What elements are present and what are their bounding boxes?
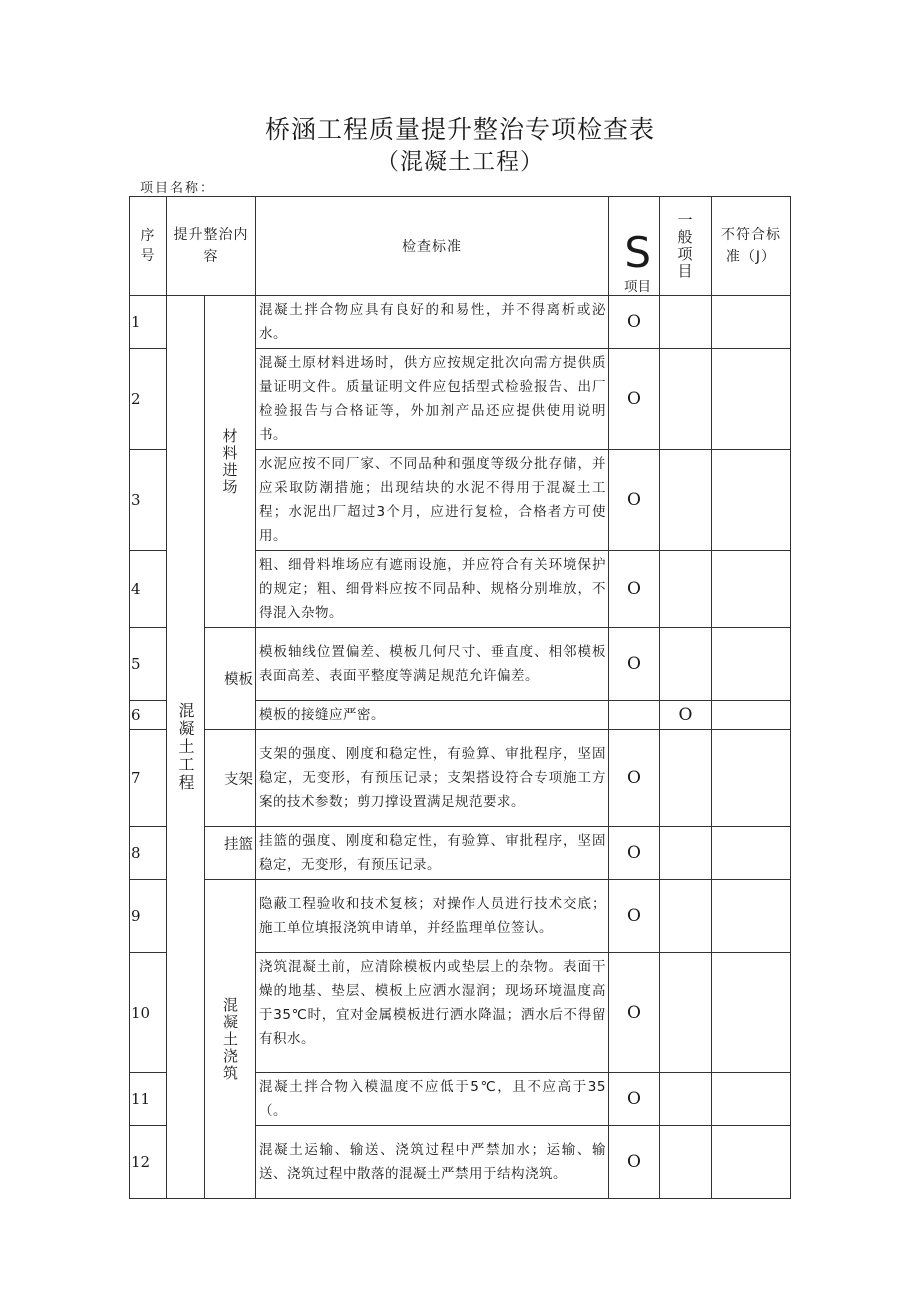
noncompliant-cell (712, 1073, 791, 1126)
standard-text: 模板的接缝应严密。 (256, 701, 609, 730)
page-subtitle: （混凝土工程） (376, 149, 544, 175)
standard-text: 模板轴线位置偏差、模板几何尺寸、垂直度、相邻模板表面高差、表面平整度等满足规范允许偏差。 (256, 628, 609, 701)
noncompliant-cell (712, 880, 791, 953)
noncompliant-cell (712, 628, 791, 701)
standard-text: 混凝土拌合物入模温度不应低于5℃，且不应高于35（。 (256, 1073, 609, 1126)
standard-text: 浇筑混凝土前，应清除模板内或垫层上的杂物。表面干燥的地基、垫层、模板上应洒水湿润；现场环境温度高于35℃时，宜对金属模板进行洒水降温；洒水后不得留有积水。 (256, 953, 609, 1073)
noncompliant-cell (712, 1126, 791, 1199)
table-row (130, 880, 791, 953)
s-item-mark: O (609, 450, 660, 551)
row-number: 3 (130, 450, 167, 551)
general-item-cell (660, 953, 712, 1073)
standard-text: 混凝土拌合物应具有良好的和易性，并不得离析或泌水。 (256, 296, 609, 349)
s-item-mark: O (609, 296, 660, 349)
s-item-mark: O (609, 953, 660, 1073)
table-row (130, 296, 791, 349)
standard-text: 混凝土运输、输送、浇筑过程中严禁加水；运输、输送、浇筑过程中散落的混凝土严禁用于结构浇筑。 (256, 1126, 609, 1199)
general-item-cell (660, 296, 712, 349)
table-row (130, 827, 791, 880)
noncompliant-cell (712, 827, 791, 880)
header-row (130, 197, 791, 296)
general-item-cell (660, 628, 712, 701)
standard-text: 水泥应按不同厂家、不同品种和强度等级分批存储，并应采取防潮措施；出现结块的水泥不得用于混凝土工程；水泥出厂超过3个月，应进行复检，合格者方可使用。 (256, 450, 609, 551)
s-item-mark: O (609, 349, 660, 450)
category-cell: 混凝土工程 (167, 296, 205, 1199)
row-number: 1 (130, 296, 167, 349)
table-row (130, 730, 791, 827)
s-item-mark: O (609, 730, 660, 827)
table-row (130, 628, 791, 701)
general-item-mark: O (660, 701, 712, 730)
group-basket: 挂篮 (205, 827, 256, 880)
header-content: 提升整治内容 (167, 197, 256, 296)
header-seq: 序号 (130, 197, 167, 296)
noncompliant-cell (712, 953, 791, 1073)
standard-text: 支架的强度、刚度和稳定性，有验算、审批程序，坚固稳定，无变形，有预压记录；支架搭设符合专项施工方案的技术参数；剪刀撑设置满足规范要求。 (256, 730, 609, 827)
row-number: 6 (130, 701, 167, 730)
s-item-label: 项目 (624, 279, 651, 295)
general-item-cell (660, 551, 712, 628)
project-name-label: 项目名称： (140, 181, 216, 196)
s-item-mark: O (609, 880, 660, 953)
group-support: 支架 (205, 730, 256, 827)
noncompliant-cell (712, 296, 791, 349)
standard-text: 隐蔽工程验收和技术复核；对操作人员进行技术交底；施工单位填报浇筑申请单，并经监理单位签认。 (256, 880, 609, 953)
general-item-cell (660, 1073, 712, 1126)
header-noncompliant: 不符合标准（J） (712, 197, 791, 296)
general-item-cell (660, 450, 712, 551)
group-formwork: 模板 (205, 628, 256, 730)
row-number: 10 (130, 953, 167, 1073)
noncompliant-cell (712, 450, 791, 551)
row-number: 12 (130, 1126, 167, 1199)
general-item-cell (660, 730, 712, 827)
group-pouring: 混凝土浇筑 (205, 880, 256, 1199)
header-general: 一般项目 (660, 197, 712, 296)
general-item-cell (660, 349, 712, 450)
row-number: 9 (130, 880, 167, 953)
noncompliant-cell (712, 730, 791, 827)
s-item-mark: O (609, 1126, 660, 1199)
row-number: 5 (130, 628, 167, 701)
s-letter: S (624, 228, 651, 277)
noncompliant-cell (712, 349, 791, 450)
s-item-mark: O (609, 827, 660, 880)
general-item-cell (660, 827, 712, 880)
inspection-table (129, 196, 791, 1199)
row-number: 2 (130, 349, 167, 450)
s-item-mark: O (609, 1073, 660, 1126)
group-materials: 材料进场 (205, 296, 256, 628)
header-standard: 检查标准 (256, 197, 609, 296)
standard-text: 挂篮的强度、刚度和稳定性，有验算、审批程序，坚固稳定，无变形，有预压记录。 (256, 827, 609, 880)
noncompliant-cell (712, 551, 791, 628)
s-item-mark: O (609, 628, 660, 701)
general-item-cell (660, 880, 712, 953)
standard-text: 粗、细骨料堆场应有遮雨设施，并应符合有关环境保护的规定；粗、细骨料应按不同品种、规格分别堆放，不得混入杂物。 (256, 551, 609, 628)
standard-text: 混凝土原材料进场时，供方应按规定批次向需方提供质量证明文件。质量证明文件应包括型式检验报告、出厂检验报告与合格证等，外加剂产品还应提供使用说明书。 (256, 349, 609, 450)
row-number: 8 (130, 827, 167, 880)
header-s-item (609, 197, 660, 296)
s-item-cell (609, 701, 660, 730)
page-title: 桥涵工程质量提升整治专项检查表 (264, 115, 655, 144)
row-number: 11 (130, 1073, 167, 1126)
row-number: 7 (130, 730, 167, 827)
s-item-mark: O (609, 551, 660, 628)
general-item-cell (660, 1126, 712, 1199)
noncompliant-cell (712, 701, 791, 730)
row-number: 4 (130, 551, 167, 628)
